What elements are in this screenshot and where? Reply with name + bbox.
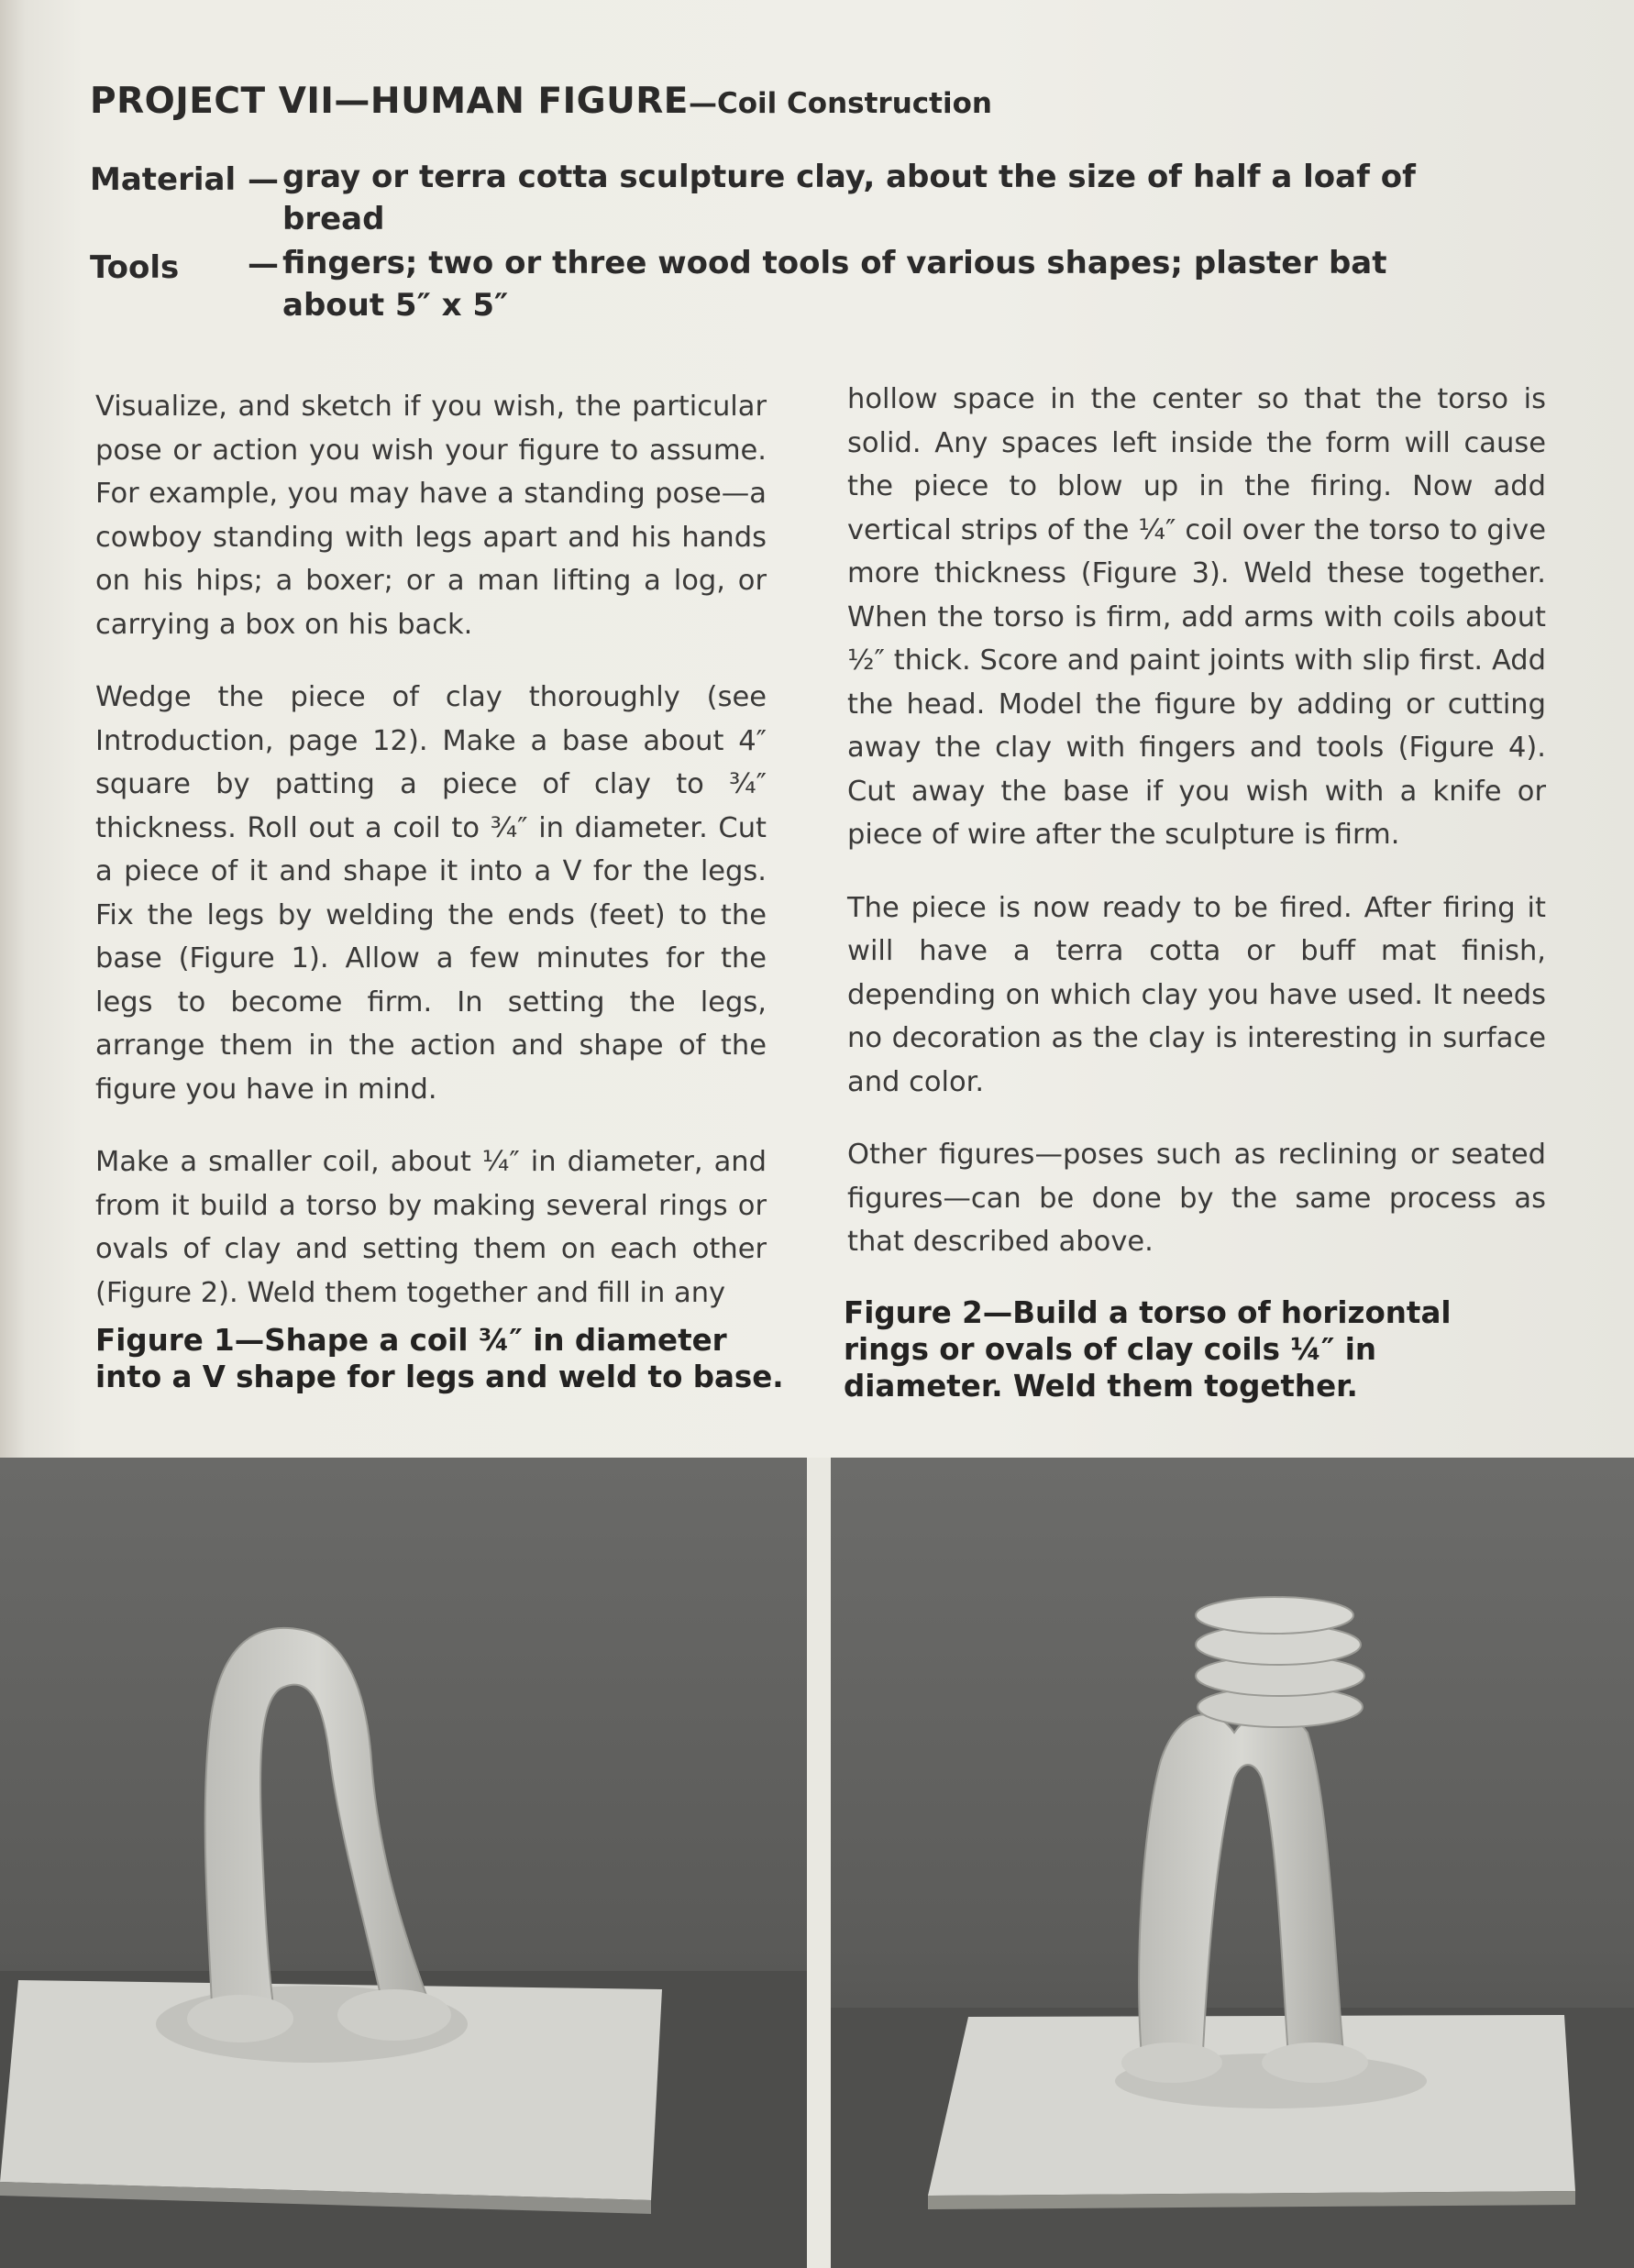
right-foot: [1262, 2042, 1368, 2083]
project-title: PROJECT VII—HUMAN FIGURE: [90, 81, 689, 122]
body-column-left: [95, 385, 767, 1344]
paragraph: hollow space in the center so that the torso is solid. Any spaces left inside the form will cause the piece to blow up in the firing. Now add vertical strips of the ¼″ coil over the torso to give more thickness (Figure 3). Weld these together. When the torso is firm, add arms with coils about ½″ thick. Score and paint joints with slip first. Add the head. Model the figure by adding or cutting away the clay with fingers and tools (Figure 4). Cut away the base if you wish with a knife or piece of wire after the sculpture is firm.: [847, 383, 1546, 851]
body-column-right: [847, 378, 1546, 1294]
figure-2-photo: [831, 1458, 1634, 2268]
photo-gutter: [807, 1458, 831, 2268]
figure-1-photo: [0, 1458, 807, 2268]
paragraph: Other figures—poses such as reclining or seated figures—can be done by the same process as that described above.: [847, 1139, 1546, 1258]
figure-1-illustration: [0, 1458, 807, 2268]
figure-1-caption: Figure 1—Shape a coil ¾″ in diameter into a V shape for legs and weld to base.: [95, 1323, 784, 1394]
paragraph: The piece is now ready to be fired. After firing it will have a terra cotta or buff mat finish, depending on which clay you have used. It needs no decoration as the clay is interesting in surface and color.: [847, 891, 1546, 1098]
project-subtitle: —Coil Construction: [688, 87, 992, 120]
right-foot: [337, 1989, 451, 2041]
left-foot: [1121, 2042, 1222, 2083]
tools-dash: —: [248, 246, 279, 282]
figure-2-illustration: [831, 1458, 1634, 2268]
material-text: gray or terra cotta sculpture clay, about the size of half a loaf of bread: [282, 159, 1416, 237]
page-title: [90, 81, 992, 122]
material-label: Material: [90, 161, 237, 198]
paragraph: Make a smaller coil, about ¼″ in diameter, and from it build a torso by making several rings or ovals of clay and setting them on each other (Figure 2). Weld them together and fill in any: [95, 1146, 767, 1309]
paragraph: Wedge the piece of clay thoroughly (see Introduction, page 12). Make a base about 4″ square by patting a piece of clay to ¾″ thickness. Roll out a coil to ¾″ in diameter. Cut a piece of it and shape it into a V for the legs. Fix the legs by welding the ends (feet) to the base (Figure 1). Allow a few minutes for the legs to become firm. In setting the legs, arrange them in the action and shape of the figure you have in mind.: [95, 681, 767, 1106]
tools-label: Tools: [90, 249, 180, 286]
tools-text: fingers; two or three wood tools of various shapes; plaster bat about 5″ x 5″: [282, 245, 1387, 324]
torso-ring: [1196, 1597, 1353, 1634]
material-dash: —: [248, 161, 279, 198]
left-foot: [187, 1995, 293, 2042]
figure-2-caption: Figure 2—Build a torso of horizontal rings or ovals of clay coils ¼″ in diameter. Weld them together.: [844, 1295, 1452, 1404]
paragraph: Visualize, and sketch if you wish, the particular pose or action you wish your figure to assume. For example, you may have a standing pose—a cowboy standing with legs apart and his hands on his hips; a boxer; or a man lifting a log, or carrying a box on his back.: [95, 391, 767, 641]
